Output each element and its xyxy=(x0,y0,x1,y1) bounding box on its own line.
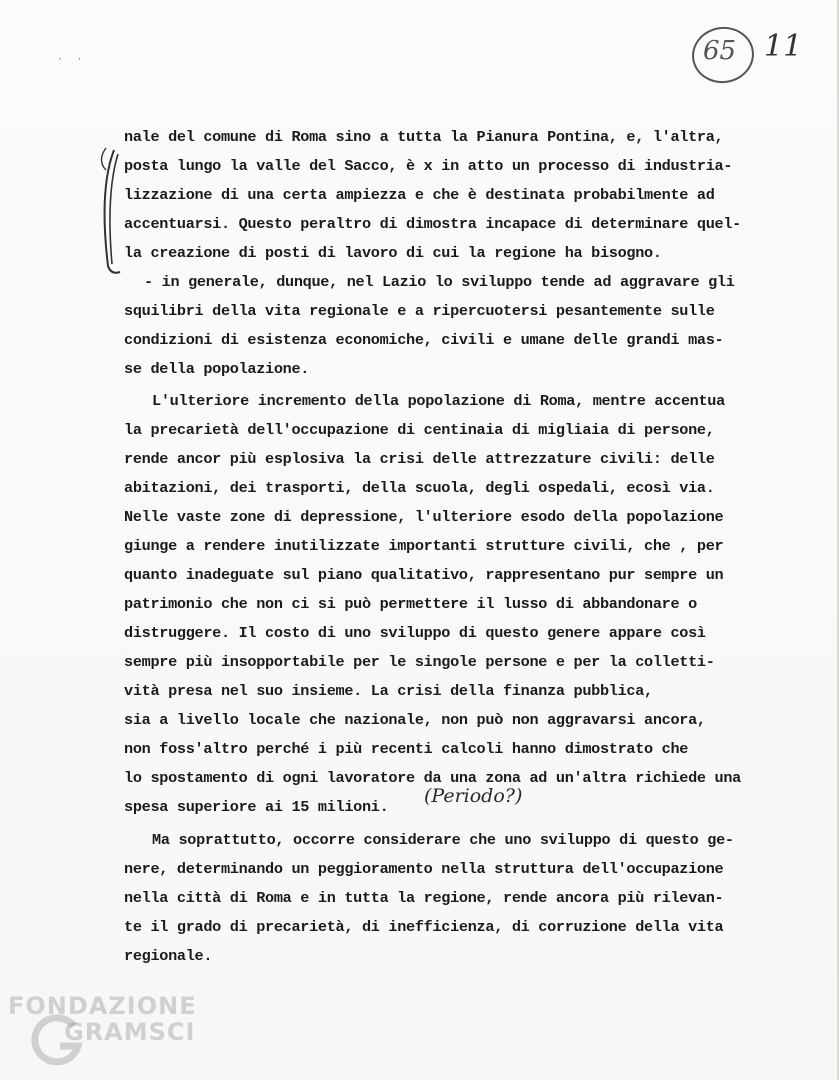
watermark-line-1: FONDAZIONE xyxy=(8,992,197,1020)
text-line: accentuarsi. Questo peraltro di dimostra incapace di determinare quel- xyxy=(124,215,741,233)
text-line: vità presa nel suo insieme. La crisi della finanza pubblica, xyxy=(124,682,653,700)
handwritten-annotation: (Periodo?) xyxy=(424,785,523,807)
text-line: condizioni di esistenza economiche, civili e umane delle grandi mas- xyxy=(124,331,724,349)
margin-bracket-mark xyxy=(96,146,126,276)
text-line: rende ancor più esplosiva la crisi delle attrezzature civili: delle xyxy=(124,450,715,468)
text-line: te il grado di precarietà, di inefficienza, di corruzione della vita xyxy=(124,918,724,936)
corner-specks: · · xyxy=(58,52,88,66)
text-line: patrimonio che non ci si può permettere il lusso di abbandonare o xyxy=(124,595,697,613)
text-line: la creazione di posti di lavoro di cui la regione ha bisogno. xyxy=(124,244,662,262)
text-line: quanto inadeguate sul piano qualitativo, rappresentano pur sempre un xyxy=(124,566,724,584)
text-line: lo spostamento di ogni lavoratore da una zona ad un'altra richiede una xyxy=(124,769,741,787)
archive-watermark xyxy=(8,992,208,1072)
text-line: spesa superiore ai 15 milioni. xyxy=(124,798,389,816)
text-line: nella città di Roma e in tutta la regione, rende ancora più rilevan- xyxy=(124,889,724,907)
text-line: abitazioni, dei trasporti, della scuola, degli ospedali, ecosì via. xyxy=(124,479,715,497)
text-line: Ma soprattutto, occorre considerare che uno sviluppo di questo ge- xyxy=(152,831,734,849)
text-line: nere, determinando un peggioramento nella struttura dell'occupazione xyxy=(124,860,724,878)
text-line: la precarietà dell'occupazione di centinaia di migliaia di persone, xyxy=(124,421,715,439)
text-line: sia a livello locale che nazionale, non può non aggravarsi ancora, xyxy=(124,711,706,729)
text-line: giunge a rendere inutilizzate importanti strutture civili, che , per xyxy=(124,537,724,555)
text-line: se della popolazione. xyxy=(124,360,310,378)
text-line: regionale. xyxy=(124,947,213,965)
text-line: sempre più insopportabile per le singole persone e per la colletti- xyxy=(124,653,715,671)
text-line: - in generale, dunque, nel Lazio lo sviluppo tende ad aggravare gli xyxy=(144,273,735,291)
sheet-number: 11 xyxy=(764,29,803,64)
text-line: nale del comune di Roma sino a tutta la Pianura Pontina, e, l'altra, xyxy=(124,128,724,146)
text-line: L'ulteriore incremento della popolazione di Roma, mentre accentua xyxy=(152,392,725,410)
watermark-line-2: GRAMSCI xyxy=(64,1018,196,1046)
text-line: non foss'altro perché i più recenti calcoli hanno dimostrato che xyxy=(124,740,689,758)
text-line: posta lungo la valle del Sacco, è x in atto un processo di industria- xyxy=(124,157,733,175)
page-number: 65 xyxy=(703,36,737,66)
text-line: distruggere. Il costo di uno sviluppo di questo genere appare così xyxy=(124,624,706,642)
text-line: lizzazione di una certa ampiezza e che è destinata probabilmente ad xyxy=(124,186,715,204)
text-line: Nelle vaste zone di depressione, l'ulteriore esodo della popolazione xyxy=(124,508,724,526)
text-line: squilibri della vita regionale e a ripercuotersi pesantemente sulle xyxy=(124,302,715,320)
